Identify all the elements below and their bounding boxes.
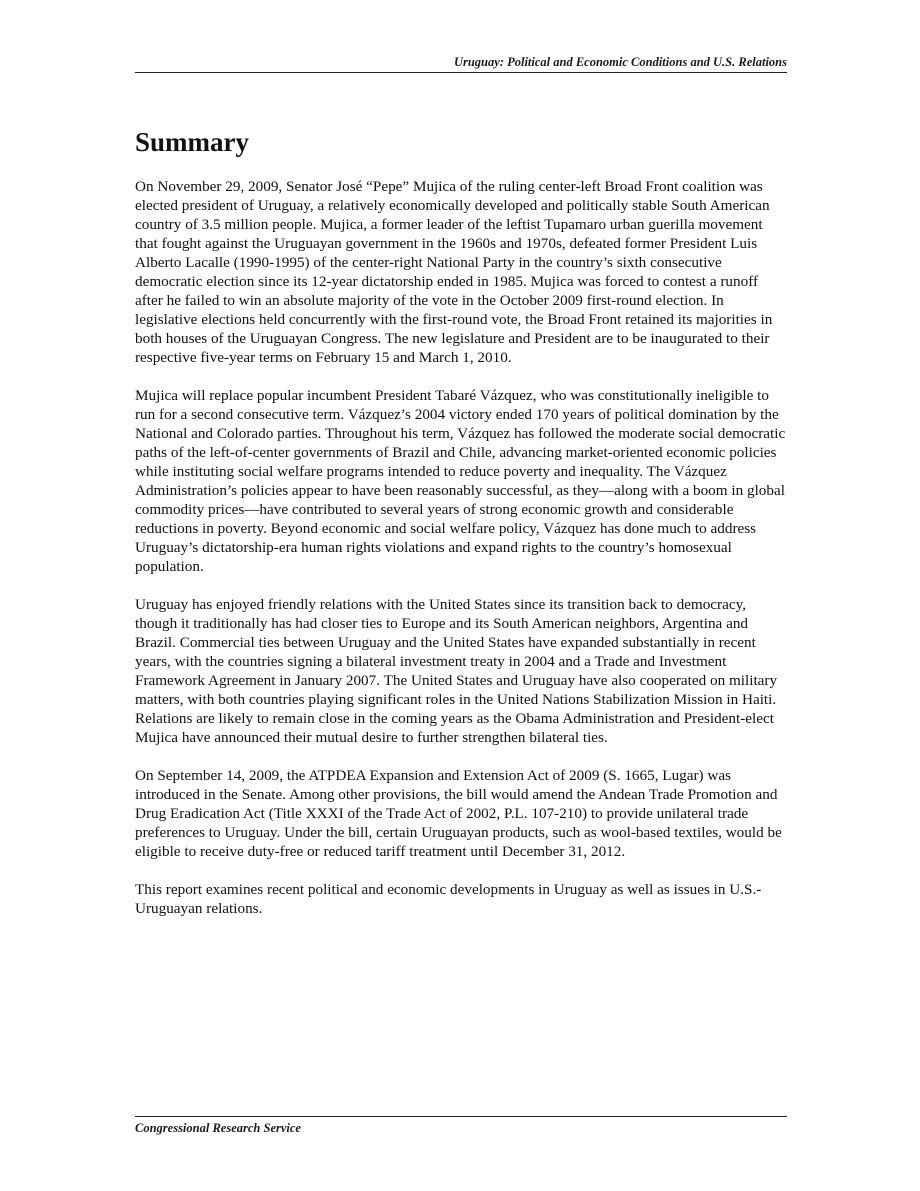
- summary-paragraph-3: Uruguay has enjoyed friendly relations with the United States since its transition back to democracy, though it traditionally has had closer ties to Europe and its South American neighbors, Argentina and Brazil. Commercial ties between Uruguay and the United States have expanded substantially in recent years, with the countries signing a bilateral investment treaty in 2004 and a Trade and Investment Framework Agreement in January 2007. The United States and Uruguay have also cooperated on military matters, with both countries playing significant roles in the United Nations Stabilization Mission in Haiti. Relations are likely to remain close in the coming years as the Obama Administration and President-elect Mujica have announced their mutual desire to further strengthen bilateral ties.: [135, 596, 778, 746]
- summary-body: [135, 177, 787, 937]
- summary-paragraph-1: On November 29, 2009, Senator José “Pepe” Mujica of the ruling center-left Broad Front coalition was elected president of Uruguay, a relatively economically developed and politically stable South American country of 3.5 million people. Mujica, a former leader of the leftist Tupamaro urban guerilla movement that fought against the Uruguayan government in the 1960s and 1970s, defeated former President Luis Alberto Lacalle (1990-1995) of the center-right National Party in the country’s sixth consecutive democratic election since its 12-year dictatorship ended in 1985. Mujica was forced to contest a runoff after he failed to win an absolute majority of the vote in the October 2009 first-round election. In legislative elections held concurrently with the first-round vote, the Broad Front retained its majorities in both houses of the Uruguayan Congress. The new legislature and President are to be inaugurated to their respective five-year terms on February 15 and March 1, 2010.: [135, 178, 773, 366]
- section-title: Summary: [135, 127, 249, 157]
- summary-paragraph-5: This report examines recent political and economic developments in Uruguay as well as issues in U.S.-Uruguayan relations.: [135, 881, 762, 917]
- summary-paragraph-2: Mujica will replace popular incumbent President Tabaré Vázquez, who was constitutionally ineligible to run for a second consecutive term. Vázquez’s 2004 victory ended 170 years of political domination by the National and Colorado parties. Throughout his term, Vázquez has followed the moderate social democratic paths of the left-of-center governments of Brazil and Chile, advancing market-oriented economic policies while instituting social welfare programs intended to reduce poverty and inequality. The Vázquez Administration’s policies appear to have been reasonably successful, as they—along with a boom in global commodity prices—have contributed to several years of strong economic growth and considerable reductions in poverty. Beyond economic and social welfare policy, Vázquez has done much to address Uruguay’s dictatorship-era human rights violations and expand rights to the country’s homosexual population.: [135, 387, 786, 575]
- running-header-title: Uruguay: Political and Economic Conditions and U.S. Relations: [453, 55, 787, 69]
- header-divider: [135, 72, 787, 73]
- running-footer-organization: Congressional Research Service: [135, 1121, 301, 1135]
- summary-paragraph-4: On September 14, 2009, the ATPDEA Expansion and Extension Act of 2009 (S. 1665, Lugar) was introduced in the Senate. Among other provisions, the bill would amend the Andean Trade Promotion and Drug Eradication Act (Title XXXI of the Trade Act of 2002, P.L. 107-210) to provide unilateral trade preferences to Uruguay. Under the bill, certain Uruguayan products, such as wool-based textiles, would be eligible to receive duty-free or reduced tariff treatment until December 31, 2012.: [135, 767, 782, 860]
- footer-divider: [135, 1116, 787, 1117]
